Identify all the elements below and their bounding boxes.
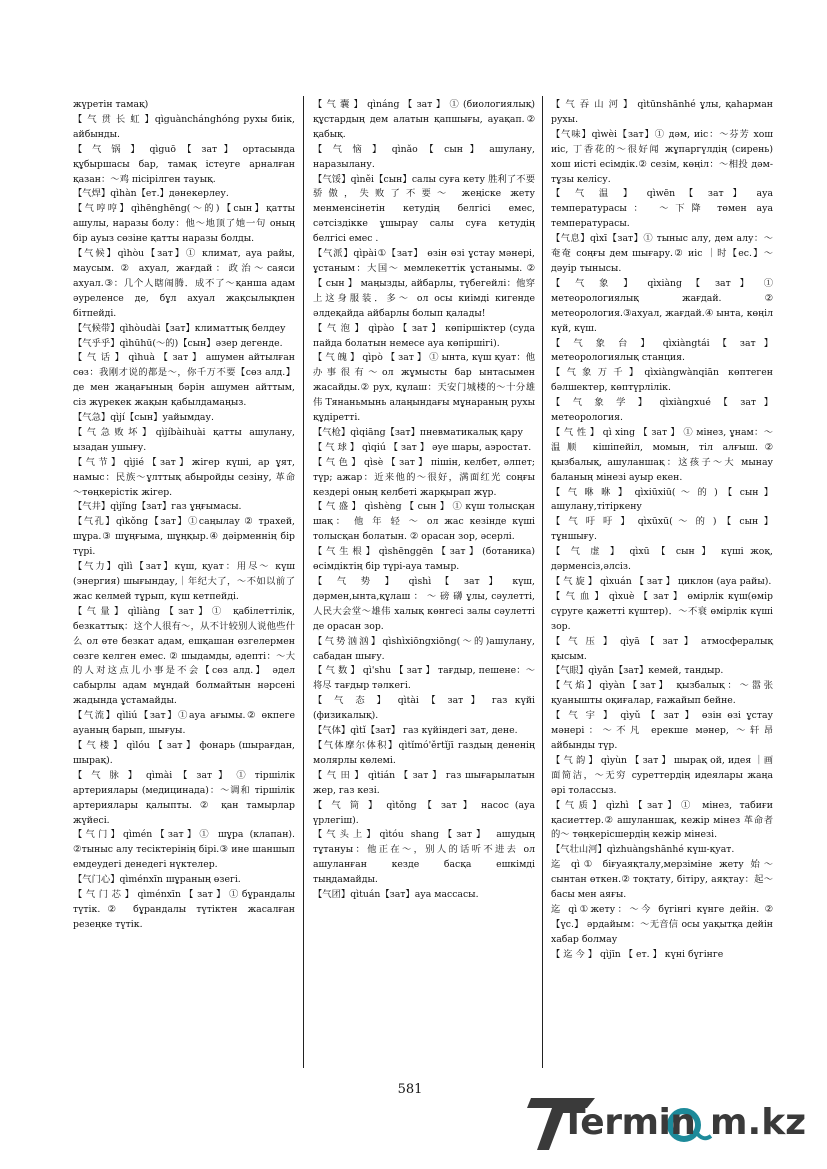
watermark-text-tail: m.kz xyxy=(710,1102,807,1143)
column-divider xyxy=(542,96,543,1068)
entry: 【 气 贯 长 虹 】qìguànchánghóng рухы биік, айбынды. xyxy=(73,113,295,140)
entry: 【 气 象 】 qìxiàng 【 зат 】 ① метеорологиялық жағдай. ② метеорология.③ахуал, жағдай.④ ынта, көңіл күй, күш. xyxy=(551,277,773,334)
entry: 【气馁】qìněi【сын】салы суға кету 胜利了不要骄傲，失败了不要～ жеңіске жету менменсінетін кетудің белгісі емес, сәтсіздікке ұшырау салы суға кетудің белгісі емес . xyxy=(313,173,535,245)
entry: 【 气 吞 山 河 】 qìtūnshānhé ұлы, қаһарман рухы. xyxy=(551,99,773,125)
entry: 【气体摩尔体积】qìtǐmó'ěrtǐjī газдың дененің молярлы көлемі. xyxy=(313,739,535,766)
entry: жүретін тамақ) xyxy=(73,99,149,110)
column-middle xyxy=(313,98,535,903)
entry: 【气流】qìliú【зат】①ауа ағымы.② өкпеге ауаның барып, шығуы. xyxy=(73,710,295,737)
column-divider xyxy=(303,96,304,1068)
entry: 【 气 温 】 qìwēn 【 зат 】 ауа температурасы： ～下降 төмен ауа температурасы. xyxy=(551,188,773,230)
entry: 迄 qì①жету：～今 бүгінгі күнге дейін. ②【үс.】 әрдайым：～无音信 осы уақытқа дейін хабар болмау xyxy=(551,903,773,945)
entry: 【 气 性 】 qì xing 【 зат 】 ① мінез, ұнам：～温顺 кішіпейіл, момын, тіл алғыш.② қызбалық, ашуланшақ：这孩子～大 мынау баланың мінезі ауыр екен. xyxy=(551,426,773,483)
entry: 【气力】qìlì【зат】күш, қуат：用尽～ күш (энергия) шығындау,｜年纪大了，～不如以前了 жас келмей тұрып, күш кетпейді. xyxy=(73,561,295,602)
entry: 【气孔】qìkǒng【зат】①саңылау ② трахей, шұра.③ шұңғыма, шұңқыр.④ дәірменнің бір түрі. xyxy=(73,516,295,558)
entry: 【气候带】qìhòudài【зат】климаттық белдеу xyxy=(73,322,286,334)
entry: 【气乎乎】qìhūhū(～的)【сын】әзер дегенде. xyxy=(73,337,283,349)
entry: 【气焊】qìhàn【ет.】дәнекерлеу. xyxy=(73,188,229,200)
entry: 【 气 锅 】 qìguō 【 зат 】 ортасында құбыршасы бар, тамақ істеуге арналған қазан：～鸡 пісірілген тауық. xyxy=(73,143,295,185)
entry: 【 气 宇 】 qìyǔ 【 зат 】 өзін өзі ұстау мәнері：～不凡 ерекше мәнер, ～轩昂 айбынды түр. xyxy=(551,710,773,751)
entry: 【气门】qìmén【зат】① шұра (клапан). ②тыныс алу тесіктерінің бірі.③ ине шаншып емдеудегі денедегі нүктелер. xyxy=(73,829,295,871)
entry: 【 气 田 】 qìtián 【 зат 】 газ шығарылатын жер, газ кезі. xyxy=(313,769,535,796)
entry: 【 气 生 根 】 qìshēnggēn 【 зат 】 (ботаника) өсімдіктің бір түрі-ауа тамыр. xyxy=(313,546,535,573)
entry: 【 气 球 】 qìqiú 【 зат 】 әуе шары, аэростат. xyxy=(313,441,532,453)
entry: 【 气 魄 】 qìpò 【 зат 】 ① ынта, күш қуат：他办事很有～ол жұмысты бар ынтасымен жасайды.② рух, құлаш：天安门城楼的～十分雄伟 Тянаньмынь алаңындағы мұнараның рухы құдіретті. xyxy=(313,352,535,424)
entry: 【 气 压 】 qìyā 【 зат 】 атмосфералық қысым. xyxy=(551,635,773,662)
entry: 【 气 筒 】 qìtǒng 【 зат 】 насос (ауа үрлегіш). xyxy=(313,799,535,826)
entry: 【 气 旋 】 qìxuán 【 зат 】 циклон (ауа райы). xyxy=(551,576,772,587)
page-number: 581 xyxy=(397,1082,423,1097)
entry: 迄 qì① біғуаяқталу,мерзіміне жету 始～ сынтан өткен.② тоқтату, бітіру, аяқтау：起～ басы мен аяғы. xyxy=(551,859,773,901)
watermark-text: Termin xyxy=(561,1102,696,1143)
entry: 【气急败坏】qìjíbàihuài қатты ашулану, ызадан ушығу. xyxy=(73,426,295,453)
entry: 【气派】qìpài①【зат】 өзін өзі ұстау мәнері, ұстаным：大国～ мемлекеттік ұстанымы. ② 【 сын 】 маңызды, айбарлы, түбегейлі：他穿上这身服装．多～ ол осы киімді кигенде әлдеқайда айбарлы болып қалады! xyxy=(313,248,535,319)
entry: 【气哼哼】qìhēnghēng(～的)【сын】қатты ашулы, наразы болу：他～地顶了她一句 оның бір ауыз сөзіне қатты наразы болды. xyxy=(73,203,295,245)
entry: 【 气 吁 吁 】 qìxūxū( ～ 的 ) 【 сын 】 тұншығу. xyxy=(551,516,773,543)
entry: 【 气 盛 】 qìshèng 【 сын 】 ① күш толысқан шақ： 他 年 轻 ～ ол жас кезінде күші толысқан болатын. ② орасан зор, әсерлі. xyxy=(313,501,535,543)
entry: 【 气 话 】 qìhuà 【 зат 】 ашумен айтылған сөз：我刚才说的都是～，你千万不要【сөз алд.】 де мен жаңағының бәрін ашумен айттым, сіз жүрекек жақын қабылдамаңыз. xyxy=(73,352,295,409)
entry: 【气息】qìxī【зат】① тыныс алу, дем алу：～奄奄 соңғы дем шығару.② иіс ｜时【ес.】～дәуір тынысы. xyxy=(551,233,773,274)
entry: 【气势汹汹】qìshìxiōngxiōng(～的)ашулану, сабадан шығу. xyxy=(313,635,535,662)
entry: 【 气 韵 】 qìyùn 【 зат 】 шырақ ой, идея ｜画面简洁，～无穷 суреттердің идеялары жаңа әрі толассыз. xyxy=(551,754,773,796)
entry: 【 气 咻 咻 】 qìxiūxiū( ～ 的 ) 【 сын 】 ашулану,тітіркену xyxy=(551,486,773,513)
entry: 【气质】qìzhì【зат】① мінез, табиғи қасиеттер.② ашуланшақ, кежір мінез 革命者的～ төңкерісшердің кежір мінезі. xyxy=(551,799,773,841)
entry: 【气象万千】qìxiàngwànqiān көптеген бәлшектер, көптүрлілік. xyxy=(551,367,773,394)
entry: 【气急】qìjí【сын】уайымдау. xyxy=(73,412,214,424)
entry: 【 气 势 】 qìshì 【 зат 】 күш, дәрмен,ынта,құлаш ： ～ 磅 礴 ұлы, сәулетті, 人民大会堂～雄伟 халық көнгесі залы сәулетті де орасан зор. xyxy=(313,576,535,632)
entry: 【气壮山河】qìzhuàngshānhé күш-қуат. xyxy=(551,844,735,856)
entry: 【气枪】qìqiāng【зат】пневматикалық қару xyxy=(313,426,523,438)
entry: 【 气 虚 】 qìxū 【 сын 】 күші жоқ, дәрменсіз,әлсіз. xyxy=(551,546,773,573)
column-right xyxy=(551,98,773,963)
entry: 【气候】qìhòu【зат】① климат, ауа райы, маусым. ② ахуал, жағдай：政治～саяси ахуал.③：几个人瞎闹腾．成不了～қанша адам әуреленсе де, бұл ахуал жақсылықпен бітпейді. xyxy=(73,248,295,319)
entry: 【 气 脉 】 qìmài 【 зат 】 ① тіршілік артериялары (медицинада)：～调和 тіршілік артериялары қалыпты. ② қан тамырлар жүйесі. xyxy=(73,769,295,826)
entry: 【气团】qìtuán【зат】ауа массасы. xyxy=(313,889,479,901)
entry: 【 气 恼 】 qìnǎo 【 сын 】 ашулану, наразылану. xyxy=(313,143,535,170)
entry: 【 气 数 】 qì'shu 【 зат 】 тағдыр, пешене：～将尽 тағдыр тәлкегі. xyxy=(313,665,535,692)
entry: 【气量】qìliàng【зат】① қабілеттілік, безкаттық：这个人很有～，从不计较别人说他些什么 ол өте безкат адам, ешқашан өзгелермен сөзге келген емес. ② шыдамды, әдепті：～大的人对这点儿小事是不会【сөз алд.】 әдел сабырлы адам мұндай болмайтын нәрсені жадында ұстамайды. xyxy=(73,605,295,707)
watermark-logo xyxy=(525,1092,815,1158)
column-left xyxy=(73,98,295,933)
entry: 【 气 血 】 qìxuè 【 зат 】 өмірлік күш(өмір сүруге қажетті күштер)．～不衰 өмірлік күші зор. xyxy=(551,590,773,632)
entry: 【气门心】qìménxīn шұраның өзегі. xyxy=(73,874,241,886)
entry: 【 迄 今 】 qìjīn 【 ет. 】 күні бүгінге xyxy=(551,948,724,960)
entry: 【 气 楼 】 qìlóu 【 зат 】 фонарь (шырағдан, шырақ). xyxy=(73,739,295,766)
entry: 【 气 泡 】 qìpào 【 зат 】 көпіршіктер (суда пайда болатын немесе ауа көпіршігі). xyxy=(313,322,535,349)
entry: 【 气 色 】 qìsè 【 зат 】 пішін, келбет, әлпет; түр; ажар：近来他的～很好，满面红光 соңғы кездері оның келбеті жарқырап жүр. xyxy=(313,456,535,498)
entry: 【气眼】qìyǎn【зат】кемей, тандыр. xyxy=(551,665,724,677)
entry: 【 气 门 芯 】 qìménxīn 【 зат 】 ① бұрандалы түтік.② бұрандалы түтіктен жасалған резеңке түтік. xyxy=(73,889,295,930)
entry: 【 气 象 台 】 qìxiàngtái 【 зат 】 метеорологиялық станция. xyxy=(551,337,773,364)
entry: 【 气 囊 】 qìnáng 【 зат 】 ① (биологиялық) құстардың дем алатын қапшығы, ауақап.② қабық. xyxy=(313,99,535,140)
entry: 【气节】qìjié【зат】жігер күші, ар ұят, намыс：民族～ұлттық абыройды сезіну, 革命～төңкерістік жігер. xyxy=(73,456,295,498)
entry: 【 气 态 】 qìtài 【 зат 】 газ күйі (физикалық). xyxy=(313,695,535,722)
entry: 【气味】qìwèi【зат】① дәм, иіс：～芬芳 хош иіс, 丁香花的～很好闻 жұпаргүлдің (сирень) хош иісті есімдік.② сезім, көңіл：～相投 дәм-тұзы келісу. xyxy=(551,128,773,185)
entry: 【气井】qìjǐng【зат】газ ұңғымасы. xyxy=(73,501,242,513)
entry: 【气体】qìtǐ【зат】 газ күйіндегі зат, дене. xyxy=(313,725,518,737)
entry: 【气焰】qìyàn【зат】 қызбалық：～嚣张 қуанышты оқиғалар, ғажайып бейне. xyxy=(551,680,773,707)
entry: 【气头上】qìtóu shang【зат】 ашудың тұтануы：他正在～，别人的话听不进去 ол ашуланған кезде басқа ешкімді тыңдамайды. xyxy=(313,829,535,886)
entry: 【 气 象 学 】 qìxiàngxué 【 зат 】 метеорология. xyxy=(551,397,773,424)
